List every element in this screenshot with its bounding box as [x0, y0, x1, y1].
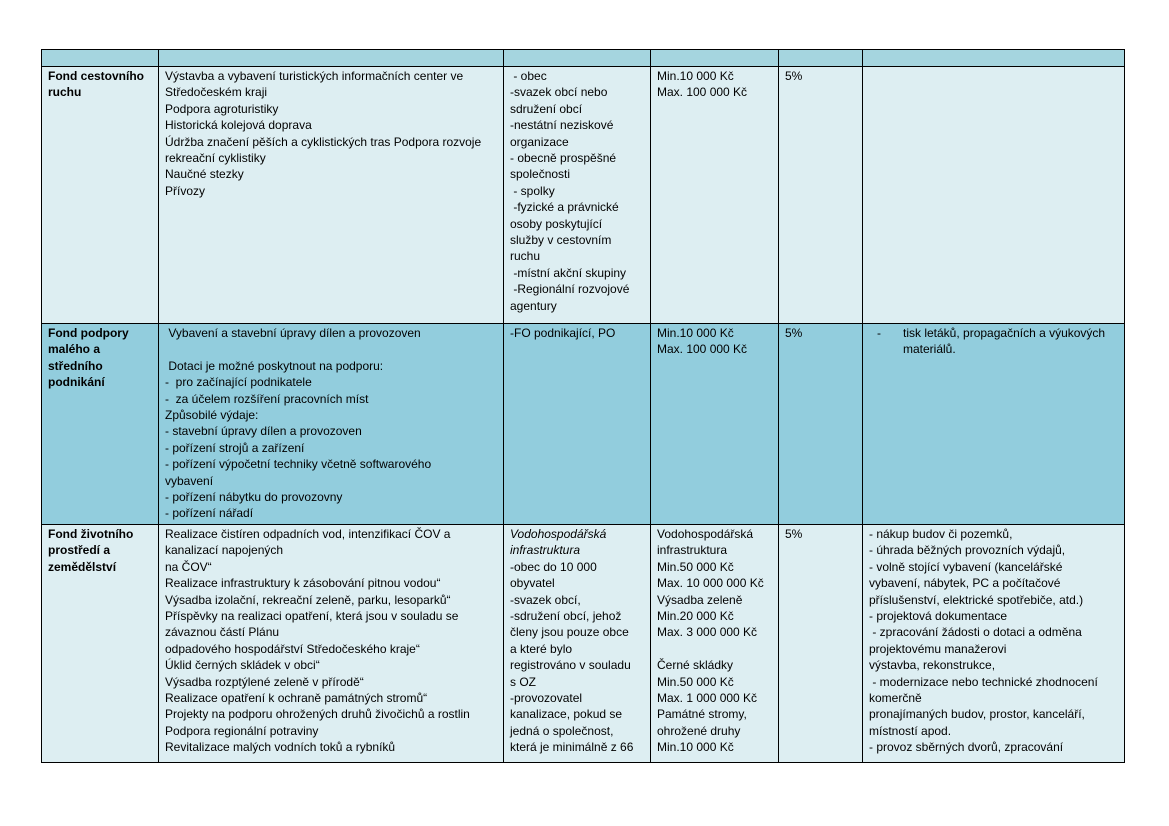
applicant-line: -Regionální rozvojové: [510, 282, 630, 297]
amount-line: Max. 1 000 000 Kč: [657, 691, 758, 706]
activities-cell: [159, 324, 504, 525]
share-cell: [779, 67, 863, 324]
activity-line: závaznou částí Plánu: [165, 625, 280, 640]
amount-line: Min.10 000 Kč: [657, 326, 734, 340]
activity-line: Realizace opatření k ochraně památných stromů“: [165, 691, 428, 706]
ineligible-cell: [863, 324, 1125, 525]
ineligible-cell: [863, 525, 1125, 763]
activity-line: odpadového hospodářství Středočeského kraje“: [165, 641, 420, 656]
amounts-cell: [651, 67, 779, 324]
activity-line: Úklid černých skládek v obci“: [165, 658, 320, 673]
activity-line: Podpora agroturistiky: [165, 101, 279, 116]
applicant-line: -svazek obcí,: [510, 592, 581, 607]
blank-line: [165, 341, 498, 357]
applicant-heading: Vodohospodářská: [510, 527, 607, 541]
activity-line: Naučné stezky: [165, 167, 244, 182]
share-value: 5%: [785, 326, 803, 340]
applicant-line: a které bylo: [510, 641, 573, 656]
applicant-line: služby v cestovním: [510, 233, 612, 248]
ineligible-line: - nákup budov či pozemků,: [869, 527, 1013, 541]
blank-line: [657, 641, 773, 657]
header-cell: [863, 50, 1125, 67]
activity-line: Revitalizace malých vodních toků a rybníků: [165, 740, 396, 755]
amount-line: Vodohospodářská: [657, 527, 754, 541]
applicant-line: - spolky: [510, 183, 555, 198]
applicants-cell: [504, 67, 651, 324]
amount-line: Max. 10 000 000 Kč: [657, 576, 764, 591]
applicant-line: členy jsou pouze obce: [510, 625, 629, 640]
activity-line: kanalizací napojených: [165, 543, 284, 558]
fund-name-cell: [42, 525, 159, 763]
applicant-line: agentury: [510, 298, 557, 313]
applicant-line: - obec: [510, 69, 547, 83]
activity-line: na ČOV“: [165, 559, 212, 574]
share-cell: [779, 525, 863, 763]
fund-name-line: zemědělství: [48, 559, 117, 574]
amount-line: Černé skládky: [657, 658, 734, 673]
share-value: 5%: [785, 69, 803, 83]
funds-table: [41, 49, 1125, 763]
activity-line: - pro začínající podnikatele: [165, 375, 312, 390]
amount-line: Památné stromy,: [657, 707, 747, 722]
share-cell: [779, 324, 863, 525]
ineligible-line: výstavba, rekonstrukce,: [869, 658, 996, 673]
fund-name-line: ruchu: [48, 85, 82, 100]
fund-name-line: prostředí a: [48, 543, 111, 558]
applicant-line: -sdružení obcí, jehož: [510, 609, 622, 624]
amount-line: infrastruktura: [657, 543, 728, 558]
share-value: 5%: [785, 527, 803, 541]
amount-line: Min.10 000 Kč: [657, 740, 734, 755]
header-cell: [504, 50, 651, 67]
amounts-cell: [651, 324, 779, 525]
amount-line: ohrožené druhy: [657, 723, 741, 738]
ineligible-line: místností apod.: [869, 723, 952, 738]
applicant-line: organizace: [510, 134, 569, 149]
header-cell: [651, 50, 779, 67]
activity-line: - za účelem rozšíření pracovních míst: [165, 391, 369, 406]
ineligible-item: - tisk letáků, propagačních a výukových materiálů.: [887, 325, 1119, 358]
ineligible-cell: [863, 67, 1125, 324]
applicants-cell: [504, 324, 651, 525]
amounts-cell: [651, 525, 779, 763]
applicant-line: -fyzické a právnické: [510, 200, 619, 215]
fund-name-line: Fond cestovního: [48, 69, 144, 83]
activity-line: Realizace čistíren odpadních vod, intenzifikací ČOV a: [165, 527, 451, 541]
ineligible-line: projektovému manažerovi: [869, 641, 1007, 656]
fund-name-line: středního: [48, 358, 103, 373]
ineligible-line: - projektová dokumentace: [869, 609, 1008, 624]
header-cell: [42, 50, 159, 67]
ineligible-line: vybavení, nábytek, PC a počítačové: [869, 576, 1061, 591]
applicant-line: ruchu: [510, 249, 541, 264]
fund-name-line: Fond podpory: [48, 326, 129, 340]
fund-name-line: malého a: [48, 342, 101, 357]
table-row: [42, 525, 1125, 763]
amount-line: Min.20 000 Kč: [657, 609, 734, 624]
ineligible-line: komerčně: [869, 691, 922, 706]
applicant-heading: infrastruktura: [510, 543, 581, 558]
activity-line: Projekty na podporu ohrožených druhů živočichů a rostlin: [165, 707, 470, 722]
activity-line: Vybavení a stavební úpravy dílen a provozoven: [165, 326, 421, 340]
applicant-line: -místní akční skupiny: [510, 265, 627, 280]
applicant-line: sdružení obcí: [510, 101, 583, 116]
amount-line: Min.50 000 Kč: [657, 674, 734, 689]
activity-line: - pořízení strojů a zařízení: [165, 440, 305, 455]
applicant-line: -provozovatel: [510, 691, 583, 706]
table-row: [42, 324, 1125, 525]
applicant-line: společnosti: [510, 167, 571, 182]
ineligible-line: - volně stojící vybavení (kancelářské: [869, 559, 1063, 574]
applicant-line: osoby poskytující: [510, 216, 603, 231]
activity-line: Způsobilé výdaje:: [165, 408, 259, 423]
activity-line: Dotaci je možné poskytnout na podporu:: [165, 358, 384, 373]
amount-line: Min.10 000 Kč: [657, 69, 734, 83]
applicant-line: registrováno v souladu: [510, 658, 631, 673]
header-cell: [159, 50, 504, 67]
activity-line: - pořízení nábytku do provozovny: [165, 490, 343, 505]
applicant-line: -obec do 10 000: [510, 559, 597, 574]
applicant-line: s OZ: [510, 674, 536, 689]
amount-line: Max. 3 000 000 Kč: [657, 625, 758, 640]
activity-line: Realizace infrastruktury k zásobování pitnou vodou“: [165, 576, 441, 591]
activity-line: Přívozy: [165, 183, 206, 198]
ineligible-list: [869, 325, 1119, 358]
applicants-cell: [504, 525, 651, 763]
applicant-line: kanalizace, pokud se: [510, 707, 623, 722]
activity-line: Údržba značení pěších a cyklistických tras Podpora rozvoje: [165, 134, 482, 149]
activities-cell: [159, 525, 504, 763]
applicant-line: obyvatel: [510, 576, 555, 591]
applicant-line: která je minimálně z 66: [510, 740, 634, 755]
amount-line: Výsadba zeleně: [657, 592, 743, 607]
activity-line: Výsadba rozptýlené zeleně v přírodě“: [165, 674, 364, 689]
fund-name-cell: [42, 67, 159, 324]
activity-line: - pořízení nářadí: [165, 506, 254, 521]
ineligible-line: pronajímaných budov, prostor, kanceláří,: [869, 707, 1085, 722]
activity-line: Příspěvky na realizaci opatření, která jsou v souladu se: [165, 609, 459, 624]
applicant-line: -FO podnikající, PO: [510, 326, 616, 340]
header-row: [42, 50, 1125, 67]
fund-name-line: Fond životního: [48, 527, 134, 541]
activity-line: vybavení: [165, 473, 214, 488]
activity-line: rekreační cyklistiky: [165, 151, 266, 166]
ineligible-line: - provoz sběrných dvorů, zpracování: [869, 740, 1064, 755]
fund-name-line: podnikání: [48, 375, 105, 390]
activity-line: Středočeském kraji: [165, 85, 268, 100]
activity-line: - stavební úpravy dílen a provozoven: [165, 424, 362, 439]
ineligible-line: - modernizace nebo technické zhodnocení: [869, 674, 1098, 689]
ineligible-line: - úhrada běžných provozních výdajů,: [869, 543, 1066, 558]
ineligible-line: - zpracování žádosti o dotaci a odměna: [869, 625, 1082, 640]
activity-line: Výsadba izolační, rekreační zeleně, parku, lesoparků“: [165, 592, 451, 607]
applicant-line: -svazek obcí nebo: [510, 85, 608, 100]
activity-line: Podpora regionální potraviny: [165, 723, 319, 738]
header-cell: [779, 50, 863, 67]
activity-line: Historická kolejová doprava: [165, 118, 312, 133]
applicant-line: -nestátní neziskové: [510, 118, 614, 133]
applicant-line: jedná o společnost,: [510, 723, 614, 738]
fund-name-cell: [42, 324, 159, 525]
applicant-line: - obecně prospěšné: [510, 151, 617, 166]
activity-line: Výstavba a vybavení turistických informačních center ve: [165, 69, 464, 83]
amount-line: Min.50 000 Kč: [657, 559, 734, 574]
activity-line: - pořízení výpočetní techniky včetně softwarového: [165, 457, 432, 472]
activities-cell: [159, 67, 504, 324]
amount-line: Max. 100 000 Kč: [657, 342, 748, 357]
amount-line: Max. 100 000 Kč: [657, 85, 748, 100]
table-row: [42, 67, 1125, 324]
ineligible-line: příslušenství, elektrické spotřebiče, atd.): [869, 592, 1084, 607]
